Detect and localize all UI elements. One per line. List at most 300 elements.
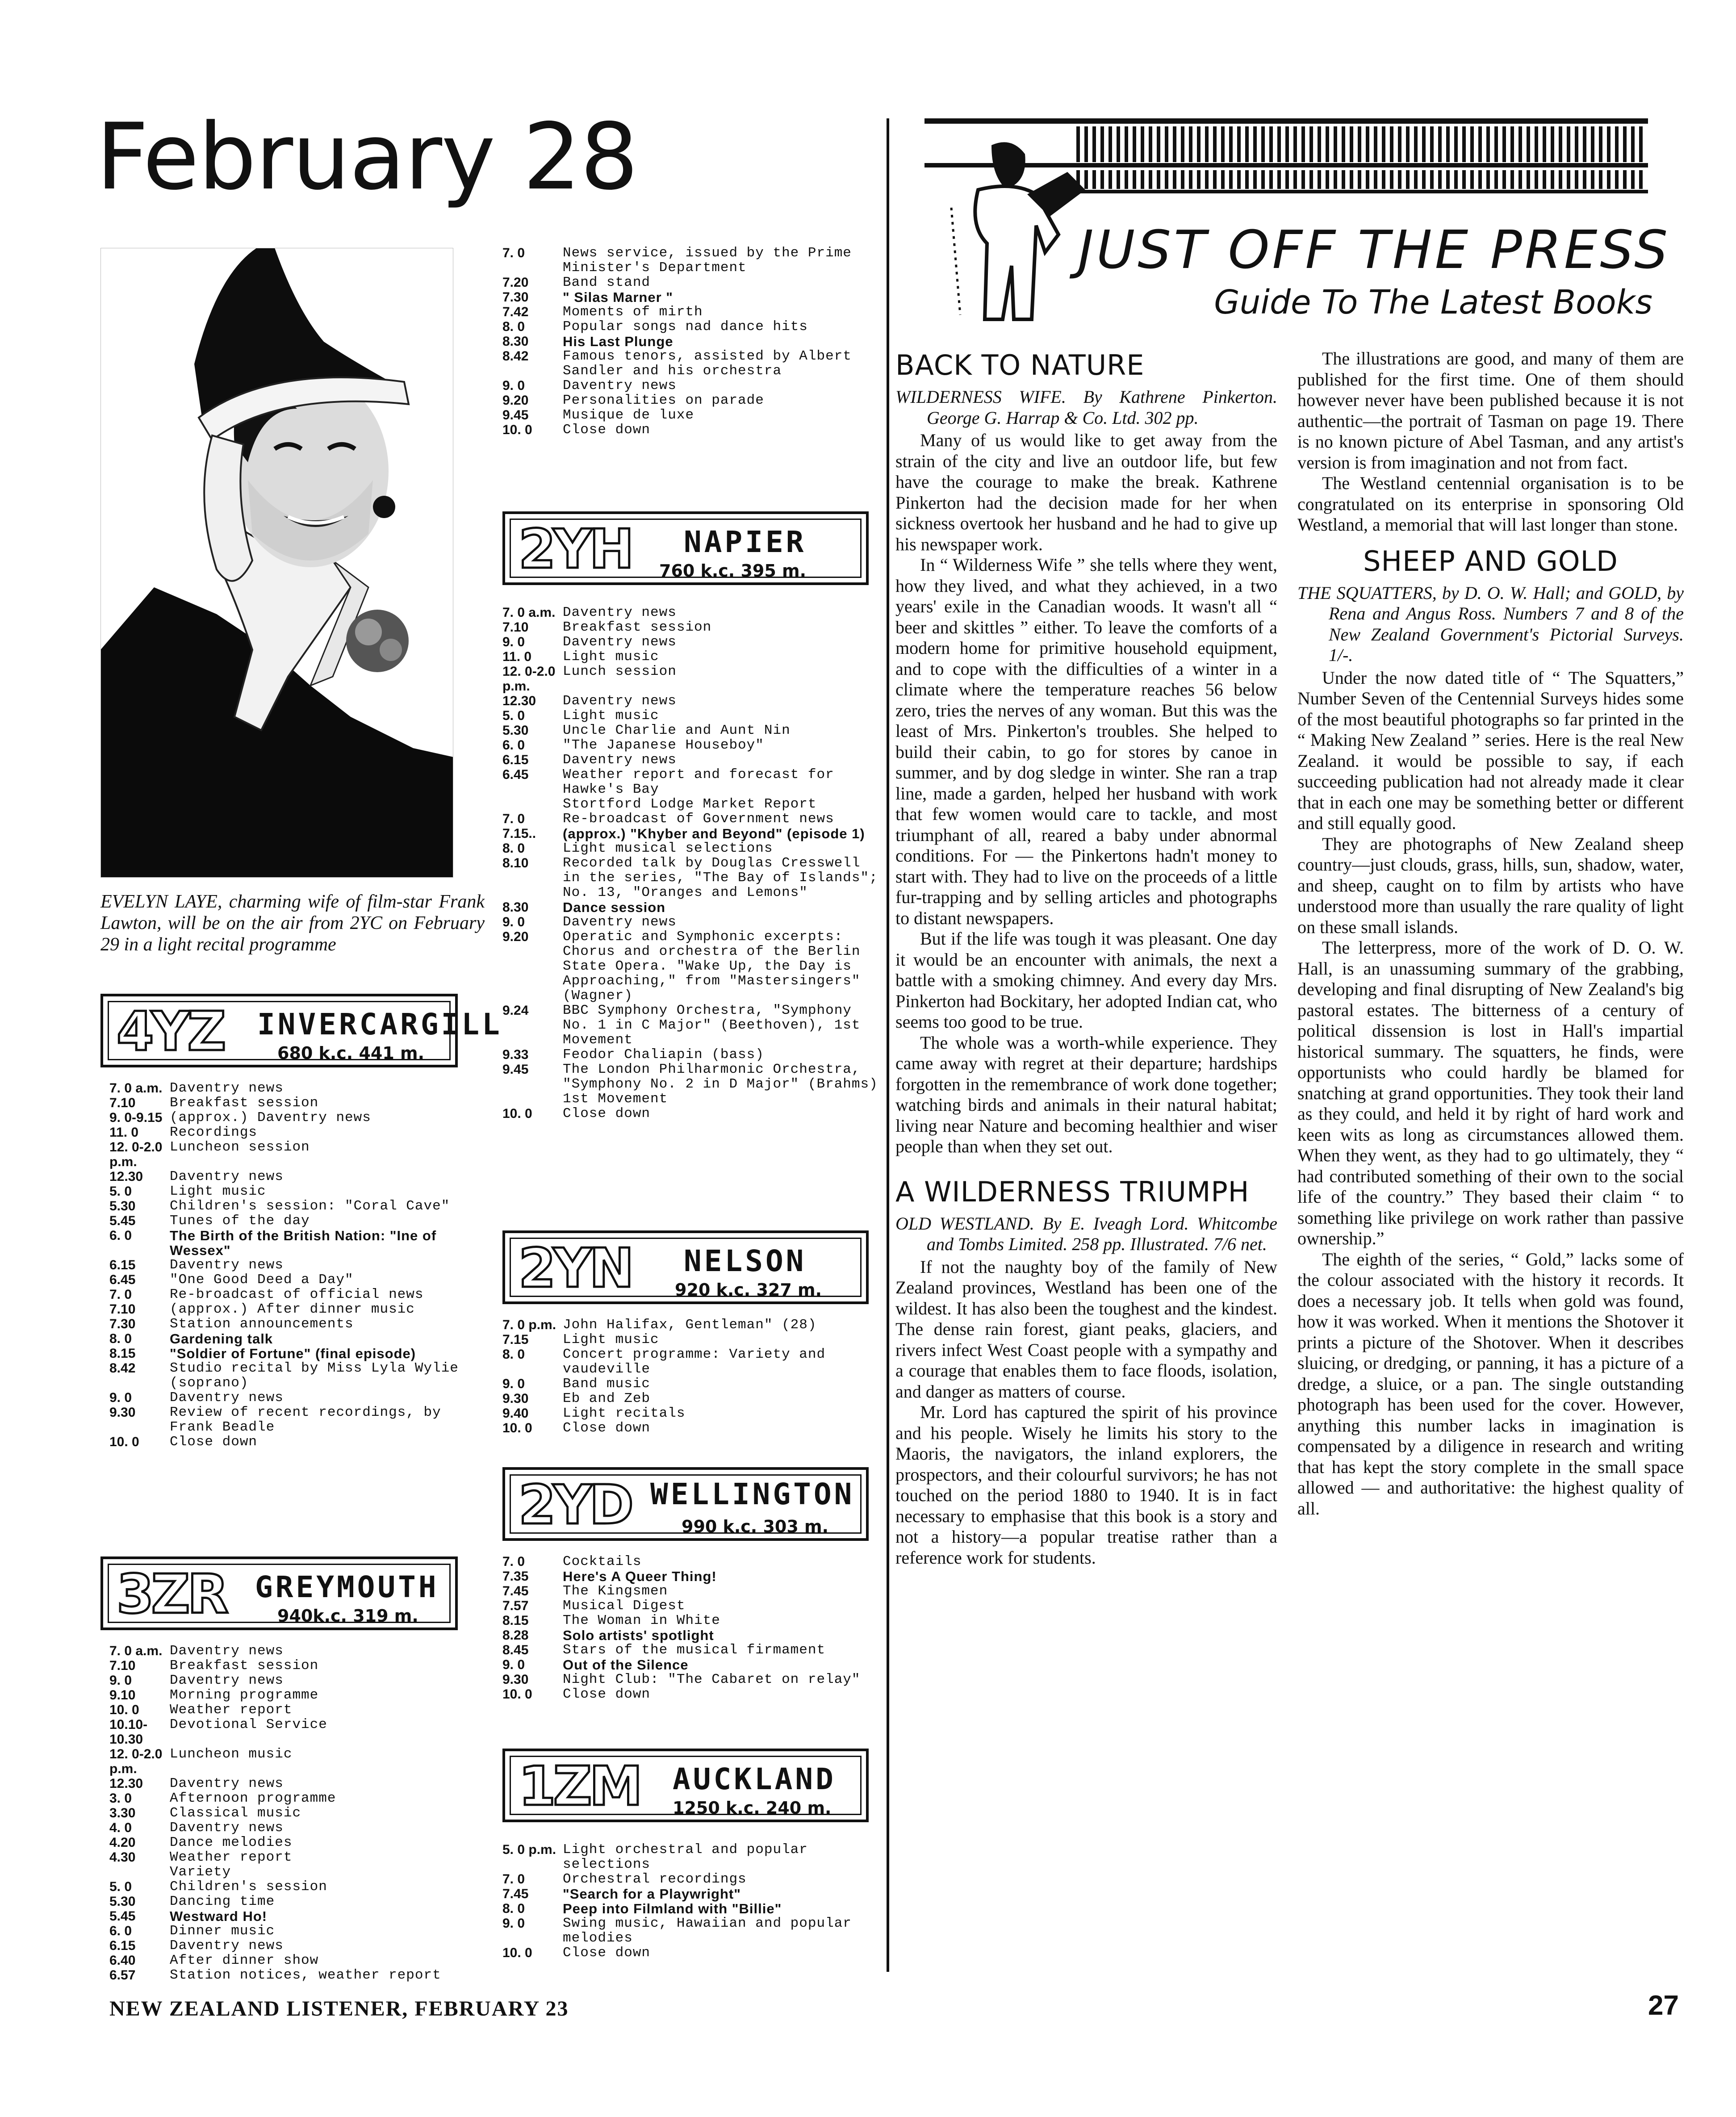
- programme-title: "Search for a Playwright": [563, 1886, 741, 1902]
- programme-title: Daventry news: [563, 605, 677, 620]
- book-spine: [1486, 170, 1490, 189]
- programme-time: 5. 0: [502, 708, 525, 723]
- programme-title: Light orchestral and popular selections: [563, 1842, 808, 1872]
- book-spine: [1623, 126, 1627, 162]
- programme-title: Breakfast session: [170, 1658, 319, 1674]
- station-name: NELSON: [684, 1244, 807, 1278]
- station-call-sign: 3ZR: [117, 1564, 226, 1626]
- programme-item: [502, 767, 880, 812]
- book-spine: [1527, 126, 1530, 162]
- book-spine: [1470, 126, 1474, 162]
- programme-time: 7.10: [502, 620, 529, 635]
- programme-item: [502, 1554, 880, 1569]
- programme-time: 7.45: [502, 1584, 529, 1598]
- programme-time: 7.15: [502, 1332, 529, 1347]
- programme-time: 7.45: [502, 1887, 529, 1901]
- programme-title: Light musical selections: [563, 841, 773, 856]
- programme-item: [502, 349, 880, 378]
- book-spine: [1599, 126, 1602, 162]
- programme-title: Orchestral recordings: [563, 1871, 747, 1887]
- programme-title: " Silas Marner ": [563, 289, 673, 305]
- book-spine: [1269, 170, 1273, 189]
- book-spine: [1205, 126, 1209, 162]
- programme-title: Breakfast session: [563, 619, 712, 635]
- review-paragraph: But if the life was tough it was pleasant. One day it would be an encounter with animals, the next a battle with a smoking chimney. And every day Mrs. Pinkerton had Bockitary, her adopted Indian cat, who seems too good to be true.: [895, 929, 1277, 1032]
- programme-item: [109, 1346, 487, 1361]
- book-spine: [1117, 170, 1120, 189]
- programme-item: [502, 319, 880, 334]
- programme-item: [502, 605, 880, 620]
- programme-title: Eb and Zeb: [563, 1391, 651, 1406]
- book-spine: [1486, 126, 1490, 162]
- book-spine: [1575, 170, 1578, 189]
- station-frequency: 990 k.c. 303 m.: [682, 1517, 829, 1536]
- programme-item: [109, 1717, 487, 1747]
- book-spine: [1535, 170, 1538, 189]
- programme-time: 7.10: [109, 1658, 136, 1673]
- page-title: February 28: [96, 104, 638, 210]
- book-spine: [1245, 170, 1249, 189]
- programme-title: Operatic and Symphonic excerpts: Chorus and orchestra of the Berlin State Opera. "Wake Up, the Day is Approaching," from "Mastersingers" (Wagner): [563, 929, 861, 1004]
- book-spine: [1245, 126, 1249, 162]
- programme-item: [109, 1968, 487, 1983]
- station-call-sign: 2YD: [519, 1474, 631, 1536]
- programme-title: John Halifax, Gentleman" (28): [563, 1317, 817, 1333]
- programme-title: (approx.) Daventry news: [170, 1110, 371, 1125]
- programme-title: "Soldier of Fortune" (final episode): [170, 1346, 416, 1361]
- programme-item: [109, 1096, 487, 1110]
- book-spine: [1502, 170, 1506, 189]
- book-spine: [1398, 170, 1401, 189]
- programme-time: 10. 0: [502, 1421, 532, 1435]
- programme-item: [502, 1376, 880, 1391]
- book-spine: [1141, 126, 1144, 162]
- book-spine: [1334, 170, 1337, 189]
- programme-item: [109, 1361, 487, 1390]
- book-spine: [1639, 126, 1643, 162]
- programme-item: [502, 649, 880, 664]
- station-box-2yn: [502, 1230, 869, 1304]
- programme-title: Children's session: [170, 1879, 327, 1895]
- programme-item: [109, 1390, 487, 1405]
- review-column-right: [1297, 348, 1684, 1519]
- programme-title: Weather report Variety: [170, 1849, 293, 1880]
- programme-time: 7.10: [109, 1096, 136, 1110]
- programme-item: [109, 1169, 487, 1184]
- programme-time: 8.42: [109, 1361, 136, 1376]
- programme-title: After dinner show: [170, 1953, 319, 1968]
- book-spine: [1084, 126, 1088, 162]
- programme-list-continued: [502, 246, 880, 437]
- book-spine: [1157, 170, 1160, 189]
- programme-item: [109, 1835, 487, 1850]
- book-spine: [1414, 170, 1418, 189]
- programme-title: Lunch session: [563, 664, 677, 679]
- programme-item: [502, 915, 880, 929]
- station-box-2yd: [502, 1467, 869, 1541]
- book-spine: [1599, 170, 1602, 189]
- programme-time: 4.30: [109, 1850, 136, 1865]
- programme-time: 7. 0 a.m.: [502, 605, 556, 620]
- programme-time: 10. 0: [109, 1703, 139, 1717]
- programme-item: [502, 1945, 880, 1960]
- programme-time: 8. 0: [109, 1331, 132, 1346]
- book-spine: [1559, 170, 1562, 189]
- programme-time: 8. 0: [502, 841, 525, 856]
- book-spine: [1350, 170, 1353, 189]
- programme-item: [109, 1110, 487, 1125]
- programme-title: His Last Plunge: [563, 334, 673, 349]
- book-spine: [1615, 126, 1619, 162]
- programme-item: [502, 812, 880, 826]
- programme-title: Daventry news: [170, 1820, 284, 1836]
- book-spine: [1414, 126, 1418, 162]
- book-spine: [1165, 170, 1168, 189]
- programme-title: Feodor Chaliapin (bass): [563, 1047, 764, 1063]
- page-number: 27: [1648, 1990, 1679, 2021]
- book-spine: [1406, 126, 1410, 162]
- programme-title: (approx.) After dinner music: [170, 1301, 415, 1317]
- programme-title: Band stand: [563, 275, 651, 290]
- station-call-sign: 2YN: [519, 1238, 632, 1300]
- programme-title: Musique de luxe: [563, 407, 694, 423]
- book-reference: OLD WESTLAND. By E. Iveagh Lord. Whitcombe and Tombs Limited. 258 pp. Illustrated. 7/6 net.: [895, 1213, 1277, 1254]
- book-spine: [1165, 126, 1168, 162]
- book-spine: [1133, 126, 1136, 162]
- book-spine: [1438, 126, 1442, 162]
- programme-time: 12. 0-2.0 p.m.: [109, 1140, 163, 1169]
- programme-title: Close down: [563, 1420, 651, 1436]
- book-spine: [1398, 126, 1401, 162]
- programme-title: Westward Ho!: [170, 1908, 268, 1924]
- book-spine: [1639, 170, 1643, 189]
- programme-title: Musical Digest: [563, 1598, 686, 1614]
- book-spine: [1430, 170, 1434, 189]
- book-spine: [1478, 170, 1482, 189]
- programme-item: [109, 1820, 487, 1835]
- programme-time: 8.15: [502, 1613, 529, 1628]
- book-spine: [1583, 126, 1586, 162]
- programme-title: Gardening talk: [170, 1331, 273, 1347]
- programme-item: [502, 900, 880, 915]
- station-name: INVERCARGILL: [257, 1007, 502, 1042]
- programme-time: 10.10-10.30: [109, 1717, 148, 1747]
- programme-item: [502, 275, 880, 290]
- programme-title: Morning programme: [170, 1687, 319, 1703]
- book-spine: [1309, 126, 1313, 162]
- programme-time: 3. 0: [109, 1791, 132, 1806]
- programme-item: [502, 1643, 880, 1657]
- programme-item: [502, 694, 880, 708]
- book-spine: [1189, 170, 1192, 189]
- book-spine: [1518, 170, 1522, 189]
- programme-title: Light music: [170, 1184, 266, 1199]
- programme-title: Recordings: [170, 1125, 258, 1140]
- programme-item: [109, 1287, 487, 1302]
- book-spine: [1510, 170, 1514, 189]
- programme-time: 7. 0 a.m.: [109, 1644, 163, 1658]
- programme-list-2yh: [502, 605, 880, 1121]
- book-spine: [1309, 170, 1313, 189]
- book-spine: [1213, 126, 1217, 162]
- programme-item: [109, 1673, 487, 1688]
- programme-time: 7.30: [502, 290, 529, 305]
- programme-title: Solo artists' spotlight: [563, 1627, 714, 1643]
- programme-time: 7. 0 a.m.: [109, 1081, 163, 1096]
- book-spine: [1607, 170, 1611, 189]
- programme-title: Classical music: [170, 1805, 301, 1821]
- programme-item: [109, 1258, 487, 1272]
- programme-title: Night Club: "The Cabaret on relay": [563, 1672, 861, 1687]
- programme-title: Famous tenors, assisted by Albert Sandler and his orchestra: [563, 348, 852, 379]
- station-call-sign: 4YZ: [117, 1001, 224, 1063]
- programme-time: 10. 0: [502, 423, 532, 437]
- book-spine: [1510, 126, 1514, 162]
- book-spine: [1374, 170, 1377, 189]
- programme-title: Daventry news: [170, 1776, 284, 1791]
- programme-time: 6. 0: [109, 1228, 132, 1243]
- book-spine: [1261, 126, 1265, 162]
- book-spine: [1382, 170, 1385, 189]
- programme-time: 9. 0: [109, 1390, 132, 1405]
- book-spine: [1326, 170, 1329, 189]
- book-spine: [1422, 170, 1426, 189]
- book-spine: [1374, 126, 1377, 162]
- station-frequency: 940k.c. 319 m.: [277, 1606, 418, 1626]
- programme-title: The London Philharmonic Orchestra, "Symphony No. 2 in D Major" (Brahms) 1st Movement: [563, 1062, 878, 1107]
- programme-title: Light music: [563, 1332, 659, 1347]
- station-box-1zm: [502, 1749, 869, 1822]
- programme-time: 8.42: [502, 349, 529, 364]
- programme-item: [109, 1658, 487, 1673]
- programme-title: Band music: [563, 1376, 651, 1392]
- book-spine: [1293, 170, 1297, 189]
- book-spine: [1084, 170, 1088, 189]
- programme-time: 8. 0: [502, 1347, 525, 1362]
- book-spine: [1494, 170, 1498, 189]
- programme-list-3zr: [109, 1644, 487, 1983]
- programme-time: 5. 0 p.m.: [502, 1842, 556, 1857]
- programme-item: [502, 290, 880, 305]
- programme-item: [109, 1302, 487, 1317]
- book-spine: [1269, 126, 1273, 162]
- book-spine: [1567, 170, 1570, 189]
- programme-title: Popular songs nad dance hits: [563, 319, 808, 335]
- programme-time: 9.40: [502, 1406, 529, 1421]
- book-spine: [1285, 170, 1289, 189]
- programme-item: [502, 826, 880, 841]
- programme-item: [502, 1887, 880, 1901]
- programme-time: 5.30: [109, 1199, 136, 1213]
- programme-item: [502, 393, 880, 408]
- book-spine: [1117, 126, 1120, 162]
- programme-time: 5.30: [109, 1894, 136, 1909]
- book-spine: [1631, 126, 1635, 162]
- programme-time: 12. 0-2.0 p.m.: [109, 1747, 163, 1776]
- book-spine: [1285, 126, 1289, 162]
- book-spine: [1382, 126, 1385, 162]
- review-paragraph: Many of us would like to get away from the strain of the city and live an outdoor life, but few have the courage to make the break. Kathrene Pinkerton had the decision made for her when sickness overtook her husband and he had to give up his newspaper work.: [895, 430, 1277, 554]
- station-frequency: 680 k.c. 441 m.: [277, 1043, 425, 1063]
- book-spine: [1301, 126, 1305, 162]
- book-spine: [1253, 126, 1257, 162]
- programme-item: [109, 1806, 487, 1820]
- programme-title: Light music: [563, 708, 659, 724]
- book-spine: [1591, 126, 1594, 162]
- programme-item: [109, 1644, 487, 1658]
- book-spine: [1253, 170, 1257, 189]
- book-reference: THE SQUATTERS, by D. O. W. Hall; and GOLD, by Rena and Angus Ross. Numbers 7 and 8 of the New Zealand Government's Pictorial Surveys. 1/-.: [1297, 582, 1684, 665]
- book-spine: [1125, 170, 1128, 189]
- programme-item: [109, 1938, 487, 1953]
- programme-title: Afternoon programme: [170, 1791, 336, 1806]
- programme-time: 7. 0: [502, 1554, 525, 1569]
- book-spine: [1100, 126, 1104, 162]
- programme-title: Close down: [563, 1945, 651, 1961]
- programme-item: [502, 1598, 880, 1613]
- station-frequency: 760 k.c. 395 m.: [659, 561, 807, 581]
- book-spine: [1221, 170, 1225, 189]
- programme-title: Close down: [563, 422, 651, 438]
- programme-title: Dinner music: [170, 1923, 275, 1939]
- programme-time: 12.30: [109, 1776, 143, 1791]
- book-spine: [1157, 126, 1160, 162]
- programme-item: [502, 246, 880, 275]
- book-spine: [1318, 126, 1321, 162]
- programme-item: [109, 1331, 487, 1346]
- programme-title: Children's session: "Coral Cave": [170, 1198, 450, 1214]
- programme-item: [109, 1791, 487, 1806]
- book-spine: [1567, 126, 1570, 162]
- programme-title: Daventry news: [170, 1257, 284, 1273]
- station-box-4yz: [100, 994, 502, 1067]
- programme-time: 9.30: [109, 1405, 136, 1420]
- programme-title: Peep into Filmland with "Billie": [563, 1901, 782, 1916]
- programme-title: The Woman in White: [563, 1613, 720, 1628]
- book-spine: [1173, 170, 1176, 189]
- programme-time: 7.10: [109, 1302, 136, 1317]
- book-spine: [1502, 126, 1506, 162]
- programme-title: BBC Symphony Orchestra, "Symphony No. 1 in C Major" (Beethoven), 1st Movement: [563, 1003, 861, 1048]
- book-spine: [1189, 126, 1192, 162]
- programme-item: [109, 1776, 487, 1791]
- review-paragraph: In “ Wilderness Wife ” she tells where they went, how they lived, and what they achieved, in a two years' exile in the Canadian woods. It wasn't all “ beer and skittles ” either. To leave the comforts of a modern home for primitive household equipment, and to cope with the difficulties of a winter in a climate where the temperature reaches 56 below zero, tries the nerves of any woman. But this was the least of Mrs. Pinkerton's troubles. She helped to build their cabin, to go for stores by canoe in summer, and by dog sledge in winter. She ran a trap line, made a garden, helped her husband with work that few women would care to tackle, and most triumphant of all, reared a baby under abnormal conditions. For — the Pinkertons hadn't money to start with. They had to live on the proceeds of a little fur-trapping and by selling articles and photographs to distant newspapers.: [895, 555, 1277, 928]
- programme-item: [109, 1909, 487, 1924]
- programme-item: [502, 378, 880, 393]
- programme-item: [109, 1213, 487, 1228]
- book-spine: [1092, 126, 1096, 162]
- book-spine: [1133, 170, 1136, 189]
- programme-title: Luncheon session: [170, 1139, 310, 1155]
- book-spine: [1213, 170, 1217, 189]
- programme-item: [109, 1317, 487, 1331]
- programme-title: Out of the Silence: [563, 1657, 689, 1673]
- programme-title: Dance session: [563, 900, 666, 915]
- photo-caption: EVELYN LAYE, charming wife of film-star Frank Lawton, will be on the air from 2YC on February 29 in a light recital programme: [100, 891, 485, 955]
- programme-time: 7. 0: [502, 1872, 525, 1887]
- programme-title: Station notices, weather report: [170, 1967, 441, 1983]
- book-spine: [1470, 170, 1474, 189]
- programme-time: 7. 0 p.m.: [502, 1318, 556, 1332]
- programme-item: [502, 929, 880, 1003]
- programme-list-4yz: [109, 1081, 487, 1449]
- programme-title: Cocktails: [563, 1554, 642, 1569]
- book-spine: [1462, 170, 1466, 189]
- book-spine: [1342, 126, 1345, 162]
- station-frequency: 1250 k.c. 240 m.: [673, 1798, 832, 1818]
- books-header: JUST OFF THE PRESS: [1078, 219, 1670, 280]
- review-heading: BACK TO NATURE: [895, 349, 1145, 381]
- book-spine: [1141, 170, 1144, 189]
- programme-title: Personalities on parade: [563, 393, 764, 408]
- programme-time: 9.30: [502, 1391, 529, 1406]
- programme-time: 7.20: [502, 275, 529, 290]
- book-spine: [1438, 170, 1442, 189]
- programme-item: [109, 1081, 487, 1096]
- programme-title: News service, issued by the Prime Minister's Department: [563, 245, 852, 276]
- book-spine: [1446, 126, 1450, 162]
- book-spine: [1181, 170, 1184, 189]
- programme-title: Light recitals: [563, 1406, 686, 1421]
- programme-item: [502, 1421, 880, 1435]
- programme-item: [109, 1850, 487, 1879]
- book-spine: [1334, 126, 1337, 162]
- programme-time: 9. 0: [502, 915, 525, 929]
- book-spine: [1615, 170, 1619, 189]
- book-spine: [1181, 126, 1184, 162]
- book-spine: [1342, 170, 1345, 189]
- programme-title: (approx.) "Khyber and Beyond" (episode 1): [563, 826, 865, 841]
- programme-title: Dancing time: [170, 1894, 275, 1909]
- programme-item: [109, 1894, 487, 1909]
- book-spine: [1221, 126, 1225, 162]
- programme-item: [109, 1228, 487, 1258]
- book-spine: [1109, 170, 1112, 189]
- review-paragraph: Mr. Lord has captured the spirit of his province and his people. Wisely he limits his story to the Maoris, the navigators, the inland explorers, the prospectors, and their colourful survivors; he has not touched on the period 1880 to 1940. It is in fact necessary to emphasise that this book is a story and not a history—a popular treatise rather than a reference work for students.: [895, 1402, 1277, 1568]
- book-spine: [1293, 126, 1297, 162]
- programme-title: Close down: [563, 1106, 651, 1121]
- programme-title: "One Good Deed a Day": [170, 1272, 354, 1288]
- station-name: GREYMOUTH: [255, 1570, 439, 1604]
- programme-item: [502, 723, 880, 738]
- book-spine: [1092, 170, 1096, 189]
- book-spine: [1100, 170, 1104, 189]
- programme-item: [109, 1924, 487, 1938]
- book-spine: [1390, 170, 1393, 189]
- book-spine: [1149, 126, 1152, 162]
- programme-time: 8.30: [502, 334, 529, 349]
- book-spine: [1406, 170, 1410, 189]
- programme-title: The Birth of the British Nation: "Ine of Wessex": [170, 1228, 437, 1258]
- programme-time: 7. 0: [502, 246, 525, 260]
- programme-title: Close down: [170, 1434, 258, 1450]
- programme-time: 8.45: [502, 1643, 529, 1657]
- programme-title: Weather report: [170, 1702, 293, 1718]
- book-spine: [1350, 126, 1353, 162]
- book-spine: [1551, 170, 1554, 189]
- programme-time: 5.45: [109, 1213, 136, 1228]
- programme-title: Recorded talk by Douglas Cresswell in the series, "The Bay of Islands"; No. 13, "Oranges and Lemons": [563, 855, 878, 900]
- programme-time: 5. 0: [109, 1879, 132, 1894]
- programme-item: [502, 1003, 880, 1047]
- programme-item: [502, 1106, 880, 1121]
- book-spine: [1125, 126, 1128, 162]
- programme-item: [109, 1879, 487, 1894]
- programme-time: 9. 0: [502, 1657, 525, 1672]
- programme-time: 9. 0: [502, 635, 525, 649]
- book-spine: [1366, 170, 1369, 189]
- programme-time: 6.15: [109, 1938, 136, 1953]
